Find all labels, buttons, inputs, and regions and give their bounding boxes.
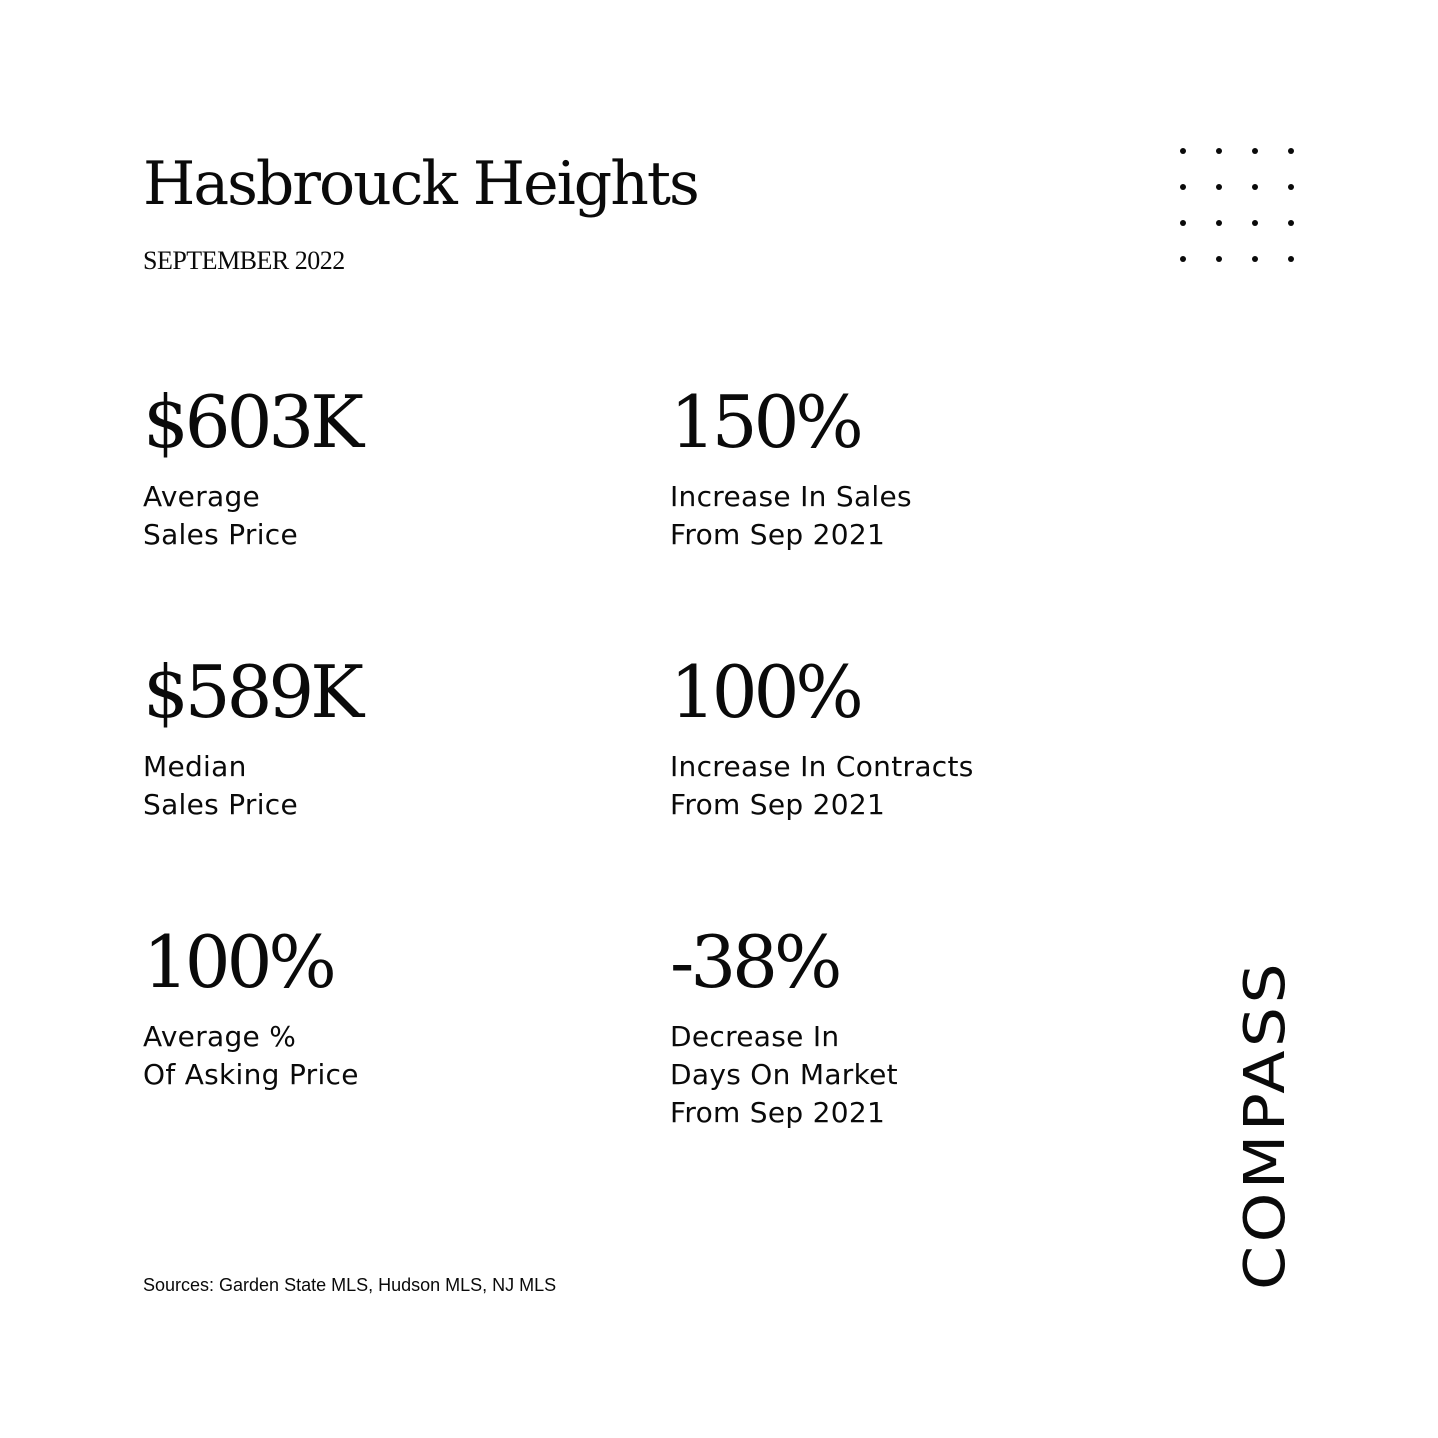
sources-note: Sources: Garden State MLS, Hudson MLS, NJ MLS (143, 1275, 557, 1295)
stat-label (670, 748, 974, 824)
stat-value: 150% (670, 380, 860, 464)
stat-days-on-market (670, 922, 898, 1132)
stat-average-sales-price (143, 382, 360, 554)
stat-label-line: Days On Market (670, 1058, 898, 1091)
stat-label-line: Median (143, 750, 247, 783)
stat-label (670, 1018, 898, 1132)
stat-value: 100% (143, 920, 333, 1004)
stat-label-line: Sales Price (143, 788, 299, 821)
report-date: SEPTEMBER 2022 (143, 246, 345, 275)
stat-label-line: Decrease In (670, 1020, 840, 1053)
stat-percent-of-asking (143, 922, 359, 1094)
stat-label-line: Of Asking Price (143, 1058, 359, 1091)
stat-label-line: From Sep 2021 (670, 788, 886, 821)
stat-label-line: Sales Price (143, 518, 299, 551)
stat-label-line: From Sep 2021 (670, 518, 886, 551)
stat-label-line: Increase In Contracts (670, 750, 974, 783)
stat-label-line: Average (143, 480, 261, 513)
stat-median-sales-price (143, 652, 360, 824)
stat-label (670, 478, 912, 554)
stat-value: $603K (143, 380, 361, 464)
stat-value: -38% (670, 920, 839, 1004)
page-title: Hasbrouck Heights (143, 149, 698, 219)
stat-label (143, 748, 360, 824)
compass-logo-text: COMPASS (1233, 997, 1298, 1290)
dot-grid-icon (1172, 140, 1300, 268)
compass-logo (1228, 950, 1298, 1300)
stat-sales-increase (670, 382, 912, 554)
stat-label-line: Average % (143, 1020, 297, 1053)
stat-contracts-increase (670, 652, 974, 824)
stat-label (143, 478, 360, 554)
stat-label-line: From Sep 2021 (670, 1096, 886, 1129)
stat-label-line: Increase In Sales (670, 480, 912, 513)
stat-value: 100% (670, 650, 860, 734)
stat-label (143, 1018, 359, 1094)
stat-value: $589K (143, 650, 361, 734)
